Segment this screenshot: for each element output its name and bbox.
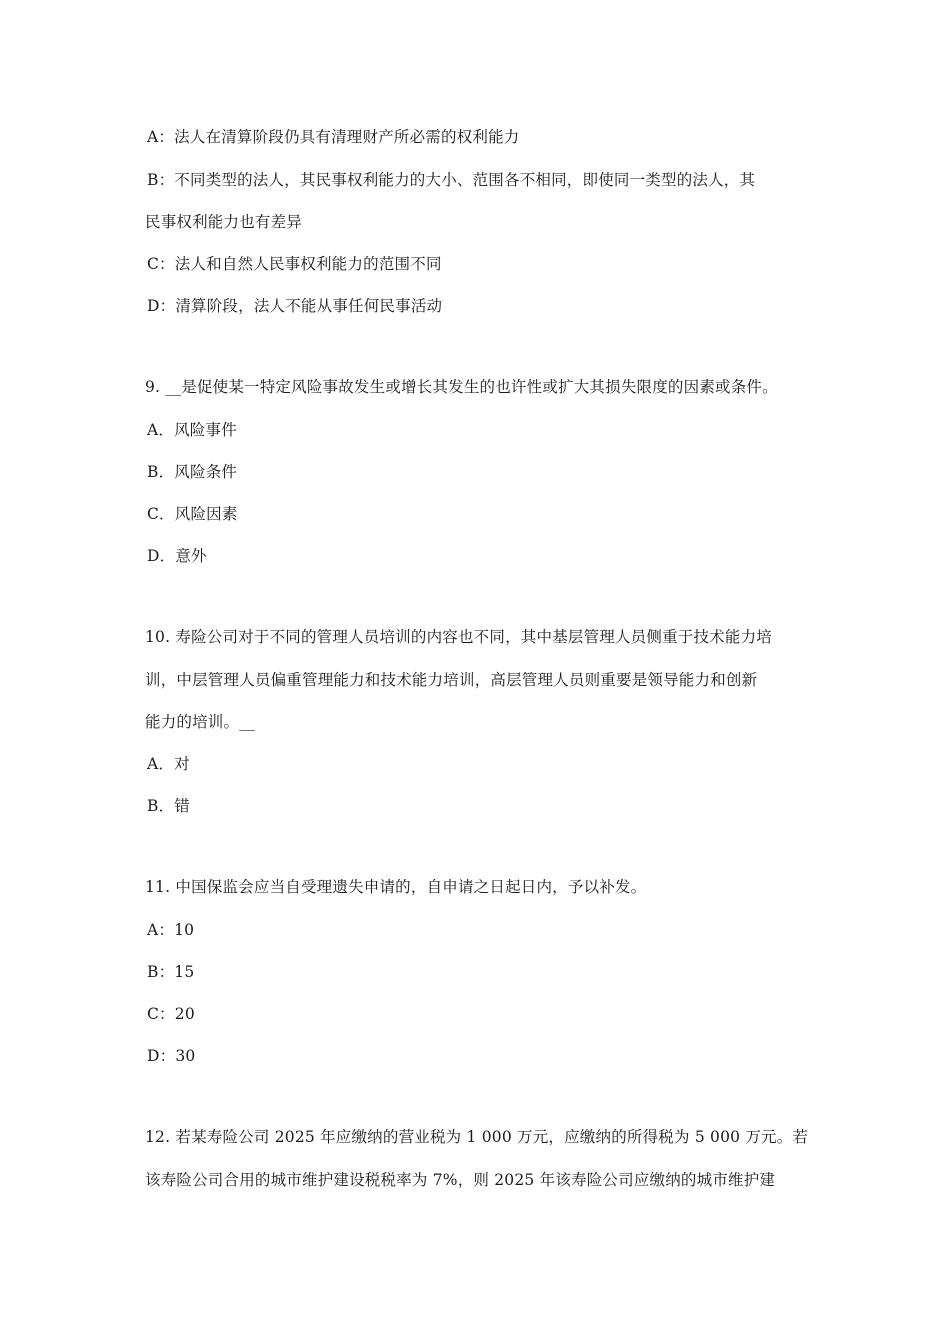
q9-option-b: B．风险条件 [147,463,238,481]
q8-option-b-continued: 民事权利能力也有差异 [145,213,303,231]
q9-option-c: C．风险因素 [147,505,238,523]
q8-option-c: C：法人和自然人民事权利能力的范围不同 [147,255,442,273]
q11-stem: 11. 中国保监会应当自受理遗失申请的，自申请之日起日内，予以补发。 [145,878,647,896]
q9-stem: 9. __是促使某一特定风险事故发生或增长其发生的也许性或扩大其损失限度的因素或条件。 [145,378,778,396]
q11-option-b: B：15 [147,963,195,981]
q11-option-a: A：10 [147,921,195,939]
q11-option-c: C：20 [147,1005,195,1023]
q10-option-b: B．错 [147,797,190,815]
q8-option-a: A：法人在清算阶段仍具有清理财产所必需的权利能力 [147,128,520,146]
q8-option-d: D：清算阶段，法人不能从事任何民事活动 [147,297,443,315]
q10-stem-line-1: 10. 寿险公司对于不同的管理人员培训的内容也不同，其中基层管理人员侧重于技术能力培 [145,628,772,646]
q9-option-d: D．意外 [147,547,207,565]
q10-stem-line-2: 训，中层管理人员偏重管理能力和技术能力培训，高层管理人员则重要是领导能力和创新 [145,671,758,689]
q10-stem-line-3: 能力的培训。__ [145,713,256,731]
q8-option-b: B：不同类型的法人，其民事权利能力的大小、范围各不相同，即使同一类型的法人，其 [147,171,756,189]
q12-stem-line-1: 12. 若某寿险公司 2025 年应缴纳的营业税为 1 000 万元，应缴纳的所得税为 5 000 万元。若 [145,1128,809,1146]
q10-option-a: A．对 [147,755,190,773]
q11-option-d: D：30 [147,1047,196,1065]
q12-stem-line-2: 该寿险公司合用的城市维护建设税税率为 7%，则 2025 年该寿险公司应缴纳的城市维护建 [145,1171,776,1189]
q9-option-a: A．风险事件 [147,421,237,439]
